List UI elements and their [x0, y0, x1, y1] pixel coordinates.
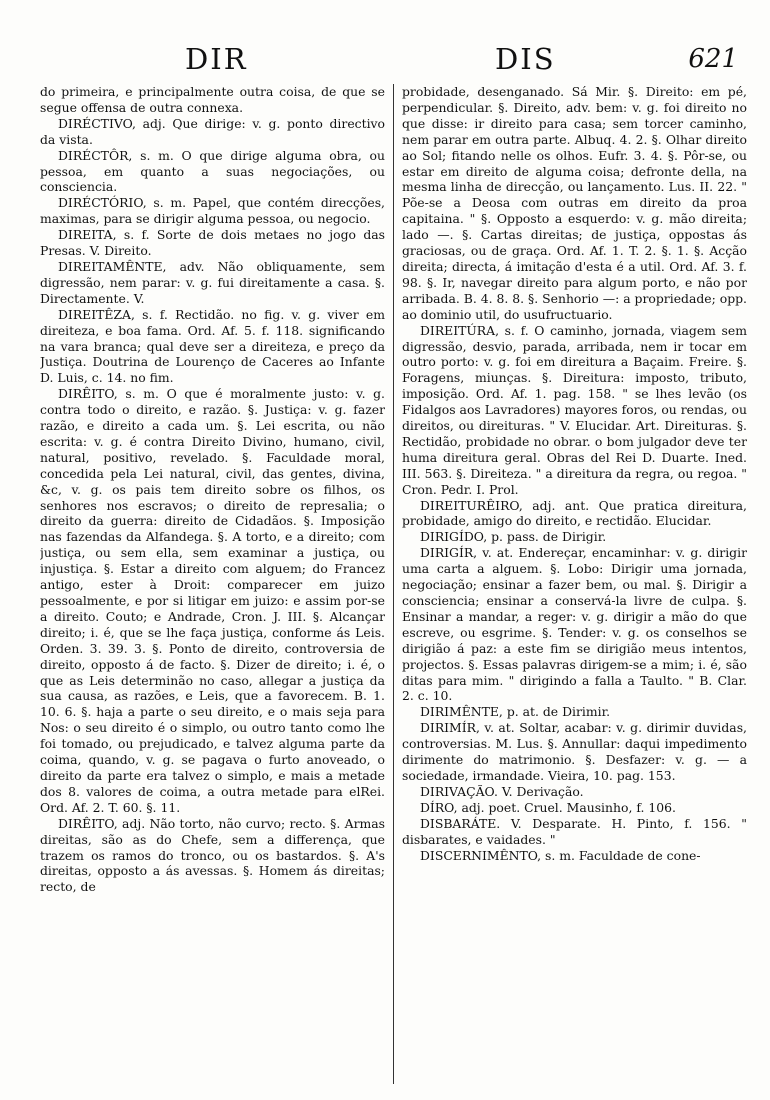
entry: DIRÉCTIVO, adj. Que dirige: v. g. ponto directivo da vista.	[40, 115, 385, 147]
left-running-head: DIR	[185, 42, 248, 76]
entry: DIRIGÍR, v. at. Endereçar, encaminhar: v. g. dirigir uma carta a alguem. §. Lobo: Dirigir uma jornada, negociação; ensinar a fazer bem, ou mal. §. Dirigir a consciencia; ensinar a conservá-la livre de culpa. §. Ensinar a mandar, a reger: v. g. dirigir a mão do que escreve, ou esgrime. §. Tender: v. g. os conselhos se dirigião á paz: a este fim se dirigião meus intentos, projectos. §. Essas palavras dirigem-se a mim; i. é, são ditas para mim. " dirigindo a falla a Taulto. " B. Clar. 2. c. 10.	[402, 545, 747, 704]
right-column	[402, 84, 747, 1084]
entry: DIRÉCTÔR, s. m. O que dirige alguma obra, ou pessoa, em quanto a suas negociações, ou consciencia.	[40, 147, 385, 195]
left-column	[40, 84, 385, 1084]
right-running-head: DIS	[495, 42, 556, 76]
entry: DIRIVAÇÃO. V. Derivação.	[420, 783, 584, 799]
entry: DIREITÚRA, s. f. O caminho, jornada, viagem sem digressão, desvio, parada, arribada, nem ir tocar em outro porto: v. g. foi em direitura a Baçaim. Freire. §. Foragens, miunças. §. Direitura: imposto, tributo, imposição. Ord. Af. 1. pag. 158. " se lhes levão (os Fidalgos aos Lavradores) mayores foros, ou rendas, ou direitos, ou direituras. " V. Elucidar. Art. Direituras. §. Rectidão, probidade no obrar. o bom julgador deve ter huma direitura geral. Obras del Rei D. Duarte. Ined. III. 563. §. Direiteza. " a direitura da regra, ou regoa. " Cron. Pedr. I. Prol.	[402, 322, 747, 497]
entry: DIREITA, s. f. Sorte de dois metaes no jogo das Presas. V. Direito.	[40, 227, 385, 259]
entry: do primeira, e principalmente outra coisa, de que se segue offensa de outra connexa.	[40, 84, 385, 115]
entry: DIREITURÊIRO, adj. ant. Que pratica direitura, probidade, amigo do direito, e rectidão. Elucidar.	[402, 497, 747, 529]
page-header	[40, 42, 750, 76]
entry: DIRÊITO, adj. Não torto, não curvo; recto. §. Armas direitas, são as do Chefe, sem a differença, que trazem os ramos do tronco, ou os bastardos. §. A's direitas, opposto a ás avessas. §. Homem ás direitas; recto, de	[40, 815, 385, 895]
entry: DIREITÊZA, s. f. Rectidão. no fig. v. g. viver em direiteza, e boa fama. Ord. Af. 5. f. 118. significando na vara branca; qual deve ser a direiteza, e preço da Justiça. Doutrina de Lourenço de Caceres ao Infante D. Luis, c. 14. no fim.	[40, 306, 385, 386]
entry: DIRÉCTÓRIO, s. m. Papel, que contém direcções, maximas, para se dirigir alguma pessoa, ou negocio.	[40, 195, 385, 227]
column-divider	[393, 84, 394, 1084]
page-number: 621	[688, 44, 738, 74]
entry: probidade, desenganado. Sá Mir. §. Direito: em pé, perpendicular. §. Direito, adv. bem: v. g. foi direito no que disse: ir direito para casa; sem torcer caminho, nem parar em outra parte. Albuq. 4. 2. §. Olhar direito ao Sol; fitando nelle os olhos. Eufr. 3. 4. §. Pôr-se, ou estar em direito de alguma coisa; defronte della, na mesma linha de direcção, ou lançamento. Lus. II. 22. " Põe-se a Deosa com outras em direito da proa capitaina. " §. Opposto a esquerdo: v. g. mão direita; lado —. §. Cartas direitas; de justiça, oppostas ás graciosas, ou de graça. Ord. Af. 1. T. 2. §. 1. §. Acção direita; directa, á imitação d'esta é a util. Ord. Af. 3. f. 98. §. Ir, navegar direito para algum porto, e não por arribada. B. 4. 8. 8. §. Senhorio —: a propriedade; opp. ao dominio util, do usufructuario.	[402, 84, 747, 322]
entry: DIRIGÍDO, p. pass. de Dirigir.	[420, 529, 607, 545]
entry: DÍRO, adj. poet. Cruel. Mausinho, f. 106.	[420, 799, 676, 815]
entry: DIRÊITO, s. m. O que é moralmente justo: v. g. contra todo o direito, e razão. §. Justiça: v. g. fazer razão, e direito a cada um. §. Lei escrita, ou não escrita: v. g. é contra Direito Divino, humano, civil, natural, positivo, revelado. §. Faculdade moral, concedida pela Lei natural, civil, das gentes, divina, &c, v. g. os pais tem direito sobre os filhos, os senhores nos escravos; o direito de represalia; o direito da guerra: direito de Cidadãos. §. Imposição nas fazendas da Alfandega. §. A torto, e a direito; com justiça, ou sem ella, sem examinar a justiça, ou injustiça. §. Estar a direito com alguem; do Francez antigo, ester à Droit: comparecer em juizo pessoalmente, e por si litigar em juizo: e assim por-se a direito. Couto; e Andrade, Cron. J. III. §. Alcançar direito; i. é, que se lhe faça justiça, conforme ás Leis. Orden. 3. 39. 3. §. Ponto de direito, controversia de direito, opposto á de facto. §. Dizer de direito; i. é, o que as Leis determinão no caso, allegar a justiça da sua causa, as razões, e Leis, que a favorecem. B. 1. 10. 6. §. haja a parte o seu direito, e o mais seja para Nos: o seu direito é o simplo, ou outro tanto como lhe foi tomado, ou prejudicado, e talvez alguma parte da coima, quando, v. g. se pagava o furto anoveado, o direito da parte era talvez o simplo, e mais a metade dos 8. valores de coima, a outra metade para elRei. Ord. Af. 2. T. 60. §. 11.	[40, 386, 385, 815]
entry: DISBARÁTE. V. Desparate. H. Pinto, f. 156. " disbarates, e vaidades. "	[402, 815, 747, 847]
text-columns	[40, 84, 750, 1084]
entry: DISCERNIMÊNTO, s. m. Faculdade de cone-	[420, 847, 701, 863]
entry: DIRIMÊNTE, p. at. de Dirimir.	[420, 704, 611, 720]
entry: DIREITAMÊNTE, adv. Não obliquamente, sem digressão, nem parar: v. g. fui direitamente a casa. §. Directamente. V.	[40, 258, 385, 306]
entry: DIRIMÍR, v. at. Soltar, acabar: v. g. dirimir duvidas, controversias. M. Lus. §. Annullar: daqui impedimento dirimente do matrimonio. §. Desfazer: v. g. — a sociedade, irmandade. Vieira, 10. pag. 153.	[402, 720, 747, 783]
